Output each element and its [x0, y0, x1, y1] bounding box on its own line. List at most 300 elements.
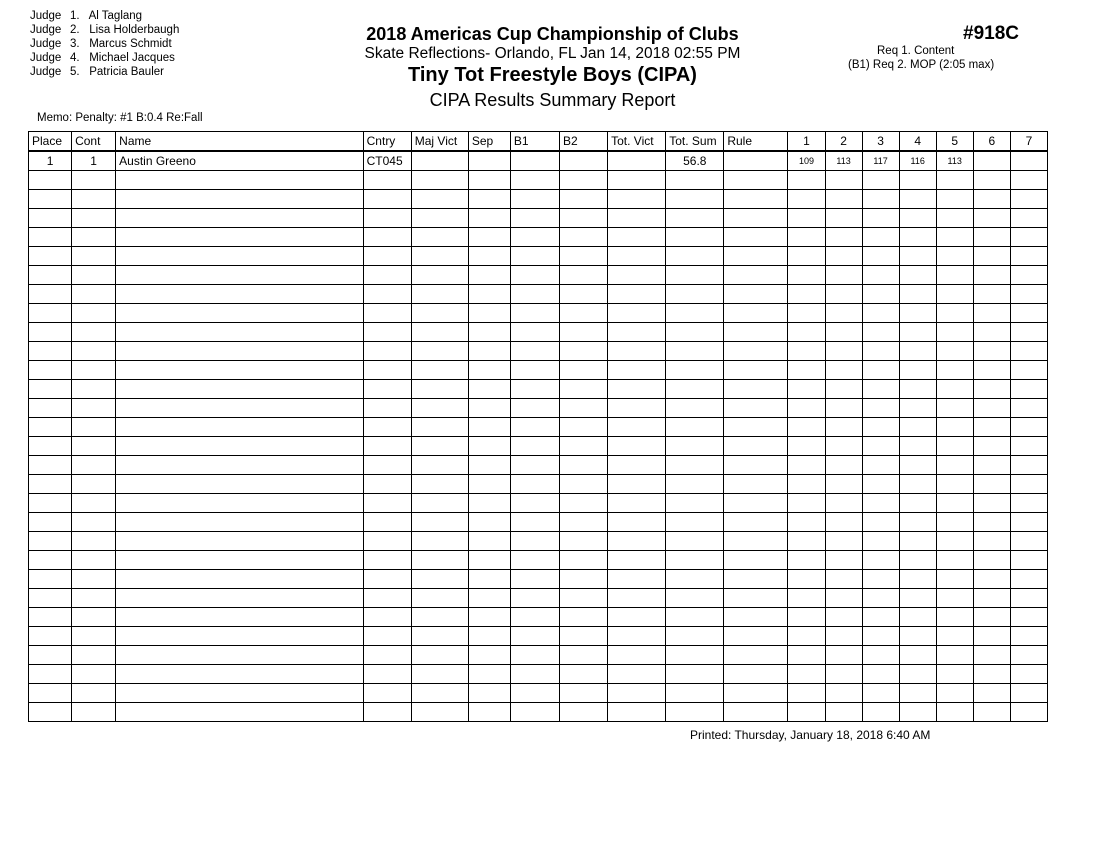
empty-cell	[899, 228, 936, 247]
empty-cell	[363, 380, 411, 399]
empty-cell	[724, 266, 788, 285]
empty-cell	[510, 171, 559, 190]
empty-cell	[936, 399, 973, 418]
empty-cell	[411, 437, 468, 456]
empty-cell	[666, 589, 724, 608]
empty-cell	[973, 608, 1010, 627]
empty-cell	[724, 323, 788, 342]
empty-cell	[560, 399, 608, 418]
empty-cell	[363, 285, 411, 304]
empty-cell	[560, 646, 608, 665]
empty-cell	[724, 703, 788, 722]
empty-cell	[788, 551, 825, 570]
empty-cell	[510, 665, 559, 684]
empty-cell	[29, 171, 72, 190]
empty-cell	[724, 437, 788, 456]
empty-cell	[899, 589, 936, 608]
column-header: Sep	[468, 132, 510, 152]
judge-number: 4.	[70, 52, 80, 64]
empty-cell	[468, 646, 510, 665]
empty-cell	[363, 684, 411, 703]
empty-cell	[363, 513, 411, 532]
empty-cell	[973, 247, 1010, 266]
empty-cell	[825, 532, 862, 551]
empty-cell	[788, 171, 825, 190]
empty-cell	[411, 323, 468, 342]
empty-cell	[899, 399, 936, 418]
empty-cell	[116, 684, 363, 703]
empty-cell	[560, 608, 608, 627]
empty-cell	[411, 551, 468, 570]
empty-cell	[72, 703, 116, 722]
empty-cell	[510, 589, 559, 608]
empty-cell	[936, 570, 973, 589]
empty-cell	[1010, 380, 1047, 399]
empty-cell	[862, 285, 899, 304]
empty-cell	[116, 304, 363, 323]
empty-cell	[608, 190, 666, 209]
empty-cell	[724, 171, 788, 190]
empty-cell	[788, 266, 825, 285]
empty-cell	[510, 513, 559, 532]
empty-cell	[788, 646, 825, 665]
empty-cell	[899, 361, 936, 380]
empty-cell	[560, 532, 608, 551]
empty-cell	[510, 703, 559, 722]
empty-cell	[788, 513, 825, 532]
empty-cell	[825, 190, 862, 209]
empty-cell	[973, 532, 1010, 551]
empty-cell	[825, 361, 862, 380]
empty-cell	[936, 494, 973, 513]
empty-cell	[788, 190, 825, 209]
empty-cell	[973, 361, 1010, 380]
empty-cell	[666, 190, 724, 209]
empty-cell	[411, 494, 468, 513]
empty-cell	[116, 703, 363, 722]
empty-cell	[1010, 285, 1047, 304]
empty-cell	[862, 266, 899, 285]
empty-cell	[973, 551, 1010, 570]
empty-cell	[363, 247, 411, 266]
requirement-2: (B1) Req 2. MOP (2:05 max)	[848, 59, 995, 71]
judge-number: 5.	[70, 66, 80, 78]
empty-cell	[862, 665, 899, 684]
judge-name: Patricia Bauler	[89, 66, 164, 78]
empty-cell	[560, 361, 608, 380]
empty-cell	[936, 228, 973, 247]
empty-cell	[72, 437, 116, 456]
empty-cell	[825, 228, 862, 247]
empty-cell	[899, 342, 936, 361]
empty-cell	[608, 342, 666, 361]
empty-cell	[973, 266, 1010, 285]
empty-cell	[788, 399, 825, 418]
empty-cell	[788, 608, 825, 627]
empty-cell	[862, 475, 899, 494]
empty-cell	[936, 304, 973, 323]
empty-cell	[899, 171, 936, 190]
empty-cell	[973, 570, 1010, 589]
empty-cell	[363, 665, 411, 684]
empty-cell	[666, 285, 724, 304]
empty-cell	[936, 190, 973, 209]
empty-cell	[666, 532, 724, 551]
empty-cell	[862, 684, 899, 703]
empty-cell	[72, 589, 116, 608]
empty-cell	[72, 532, 116, 551]
empty-cell	[1010, 209, 1047, 228]
empty-cell	[973, 456, 1010, 475]
empty-cell	[468, 608, 510, 627]
empty-cell	[116, 171, 363, 190]
empty-cell	[788, 342, 825, 361]
empty-cell	[608, 209, 666, 228]
empty-table-row	[29, 589, 1048, 608]
column-header: B2	[560, 132, 608, 152]
empty-cell	[363, 399, 411, 418]
empty-cell	[899, 494, 936, 513]
column-header: Tot. Sum	[666, 132, 724, 152]
empty-cell	[608, 266, 666, 285]
empty-cell	[724, 570, 788, 589]
empty-cell	[411, 608, 468, 627]
empty-table-row	[29, 646, 1048, 665]
empty-cell	[363, 532, 411, 551]
empty-table-row	[29, 171, 1048, 190]
empty-cell	[1010, 456, 1047, 475]
empty-cell	[666, 323, 724, 342]
empty-cell	[510, 285, 559, 304]
empty-cell	[788, 285, 825, 304]
judge-number: 1.	[70, 10, 80, 22]
empty-cell	[116, 247, 363, 266]
empty-cell	[973, 684, 1010, 703]
empty-cell	[973, 475, 1010, 494]
empty-cell	[1010, 437, 1047, 456]
empty-cell	[862, 456, 899, 475]
empty-cell	[724, 475, 788, 494]
empty-cell	[116, 323, 363, 342]
empty-cell	[116, 494, 363, 513]
empty-cell	[973, 209, 1010, 228]
empty-cell	[788, 209, 825, 228]
judge-row	[30, 37, 179, 51]
empty-cell	[29, 418, 72, 437]
empty-cell	[1010, 266, 1047, 285]
empty-cell	[899, 190, 936, 209]
empty-cell	[825, 342, 862, 361]
judge-name: Al Taglang	[88, 10, 143, 22]
empty-cell	[468, 494, 510, 513]
empty-cell	[899, 418, 936, 437]
empty-cell	[899, 551, 936, 570]
empty-cell	[1010, 684, 1047, 703]
empty-cell	[724, 532, 788, 551]
empty-cell	[608, 361, 666, 380]
empty-cell	[825, 323, 862, 342]
column-header: 4	[899, 132, 936, 152]
empty-cell	[72, 418, 116, 437]
empty-cell	[1010, 323, 1047, 342]
judge-6-score	[973, 151, 1010, 171]
empty-cell	[363, 418, 411, 437]
empty-cell	[468, 361, 510, 380]
empty-cell	[936, 627, 973, 646]
empty-cell	[116, 646, 363, 665]
empty-cell	[862, 570, 899, 589]
b1-cell	[510, 151, 559, 171]
empty-cell	[468, 228, 510, 247]
judge-row	[30, 23, 179, 37]
venue-date: Skate Reflections- Orlando, FL Jan 14, 2018 02:55 PM	[364, 45, 741, 62]
empty-cell	[468, 589, 510, 608]
empty-cell	[72, 228, 116, 247]
empty-cell	[936, 437, 973, 456]
empty-table-row	[29, 228, 1048, 247]
empty-cell	[116, 361, 363, 380]
empty-cell	[116, 627, 363, 646]
empty-cell	[72, 190, 116, 209]
empty-cell	[1010, 171, 1047, 190]
column-header: Maj Vict	[411, 132, 468, 152]
empty-cell	[1010, 475, 1047, 494]
empty-cell	[825, 456, 862, 475]
empty-cell	[72, 608, 116, 627]
sep-cell	[468, 151, 510, 171]
empty-cell	[1010, 342, 1047, 361]
empty-cell	[608, 323, 666, 342]
judge-number: 2.	[70, 24, 80, 36]
empty-cell	[862, 380, 899, 399]
empty-cell	[608, 399, 666, 418]
empty-cell	[468, 209, 510, 228]
empty-cell	[724, 361, 788, 380]
empty-cell	[468, 323, 510, 342]
judge-4-score: 116	[899, 151, 936, 171]
empty-cell	[788, 665, 825, 684]
empty-cell	[116, 285, 363, 304]
empty-cell	[1010, 418, 1047, 437]
empty-table-row	[29, 285, 1048, 304]
empty-cell	[510, 627, 559, 646]
empty-cell	[468, 475, 510, 494]
empty-cell	[608, 475, 666, 494]
empty-cell	[560, 323, 608, 342]
empty-cell	[788, 418, 825, 437]
empty-cell	[411, 171, 468, 190]
empty-cell	[411, 627, 468, 646]
empty-cell	[825, 646, 862, 665]
table-header-row	[29, 132, 1048, 152]
event-title: Tiny Tot Freestyle Boys (CIPA)	[408, 64, 697, 86]
empty-cell	[899, 665, 936, 684]
empty-cell	[825, 475, 862, 494]
results-table	[28, 131, 1048, 722]
empty-cell	[29, 228, 72, 247]
empty-cell	[936, 456, 973, 475]
empty-cell	[973, 399, 1010, 418]
empty-cell	[116, 475, 363, 494]
empty-cell	[862, 209, 899, 228]
empty-cell	[510, 361, 559, 380]
empty-cell	[973, 418, 1010, 437]
empty-cell	[724, 380, 788, 399]
empty-cell	[411, 475, 468, 494]
empty-cell	[510, 304, 559, 323]
empty-cell	[72, 209, 116, 228]
empty-cell	[862, 190, 899, 209]
empty-cell	[788, 589, 825, 608]
empty-cell	[973, 646, 1010, 665]
empty-cell	[862, 551, 899, 570]
judge-3-score: 117	[862, 151, 899, 171]
empty-cell	[862, 399, 899, 418]
empty-cell	[899, 304, 936, 323]
empty-cell	[936, 608, 973, 627]
empty-cell	[468, 551, 510, 570]
empty-cell	[363, 228, 411, 247]
empty-cell	[666, 570, 724, 589]
empty-cell	[411, 684, 468, 703]
empty-cell	[825, 209, 862, 228]
empty-table-row	[29, 456, 1048, 475]
empty-cell	[973, 665, 1010, 684]
empty-cell	[1010, 665, 1047, 684]
empty-cell	[973, 190, 1010, 209]
empty-cell	[724, 247, 788, 266]
empty-cell	[29, 456, 72, 475]
empty-cell	[788, 570, 825, 589]
empty-cell	[666, 266, 724, 285]
empty-cell	[788, 380, 825, 399]
judge-row	[30, 9, 179, 23]
empty-cell	[468, 380, 510, 399]
empty-cell	[510, 266, 559, 285]
empty-cell	[411, 190, 468, 209]
empty-cell	[936, 646, 973, 665]
empty-cell	[724, 285, 788, 304]
empty-cell	[116, 342, 363, 361]
empty-cell	[363, 456, 411, 475]
table-row	[29, 151, 1048, 171]
empty-cell	[1010, 703, 1047, 722]
requirement-1: Req 1. Content	[877, 45, 955, 57]
empty-cell	[363, 266, 411, 285]
empty-cell	[1010, 551, 1047, 570]
rule-cell	[724, 151, 788, 171]
empty-cell	[411, 285, 468, 304]
empty-cell	[411, 266, 468, 285]
judges-list	[30, 9, 179, 79]
empty-cell	[510, 684, 559, 703]
empty-cell	[724, 209, 788, 228]
empty-cell	[468, 513, 510, 532]
empty-cell	[510, 399, 559, 418]
empty-cell	[608, 684, 666, 703]
empty-cell	[29, 532, 72, 551]
empty-cell	[29, 323, 72, 342]
name-cell: Austin Greeno	[116, 151, 363, 171]
empty-cell	[510, 437, 559, 456]
empty-cell	[862, 589, 899, 608]
empty-cell	[29, 285, 72, 304]
empty-table-row	[29, 380, 1048, 399]
empty-cell	[411, 589, 468, 608]
empty-cell	[510, 475, 559, 494]
empty-cell	[862, 342, 899, 361]
empty-cell	[116, 608, 363, 627]
empty-cell	[72, 684, 116, 703]
empty-cell	[29, 190, 72, 209]
empty-cell	[411, 247, 468, 266]
empty-cell	[116, 551, 363, 570]
empty-cell	[724, 513, 788, 532]
empty-cell	[116, 209, 363, 228]
empty-cell	[899, 703, 936, 722]
empty-cell	[510, 323, 559, 342]
empty-cell	[899, 285, 936, 304]
judge-label: Judge	[30, 24, 62, 36]
empty-cell	[510, 494, 559, 513]
empty-cell	[72, 399, 116, 418]
empty-cell	[29, 646, 72, 665]
empty-cell	[608, 570, 666, 589]
empty-cell	[116, 399, 363, 418]
empty-cell	[899, 437, 936, 456]
empty-cell	[899, 456, 936, 475]
empty-table-row	[29, 209, 1048, 228]
empty-cell	[72, 551, 116, 570]
empty-cell	[1010, 570, 1047, 589]
empty-cell	[666, 171, 724, 190]
empty-cell	[608, 247, 666, 266]
empty-cell	[411, 304, 468, 323]
empty-cell	[29, 247, 72, 266]
empty-cell	[510, 570, 559, 589]
empty-cell	[899, 247, 936, 266]
event-number: #918C	[963, 23, 1019, 44]
empty-cell	[788, 361, 825, 380]
empty-cell	[666, 703, 724, 722]
empty-cell	[862, 703, 899, 722]
empty-cell	[116, 532, 363, 551]
empty-cell	[825, 285, 862, 304]
empty-cell	[666, 361, 724, 380]
empty-cell	[862, 437, 899, 456]
column-header: 1	[788, 132, 825, 152]
empty-cell	[411, 209, 468, 228]
empty-cell	[363, 209, 411, 228]
empty-cell	[560, 228, 608, 247]
empty-cell	[724, 684, 788, 703]
empty-cell	[468, 304, 510, 323]
empty-cell	[724, 399, 788, 418]
report-title: CIPA Results Summary Report	[429, 90, 676, 110]
column-header: Cntry	[363, 132, 411, 152]
empty-cell	[899, 570, 936, 589]
empty-cell	[363, 608, 411, 627]
empty-cell	[862, 418, 899, 437]
empty-cell	[666, 418, 724, 437]
empty-cell	[899, 532, 936, 551]
empty-cell	[936, 380, 973, 399]
empty-cell	[666, 551, 724, 570]
empty-cell	[72, 285, 116, 304]
judge-row	[30, 65, 179, 79]
empty-cell	[825, 418, 862, 437]
empty-cell	[560, 475, 608, 494]
